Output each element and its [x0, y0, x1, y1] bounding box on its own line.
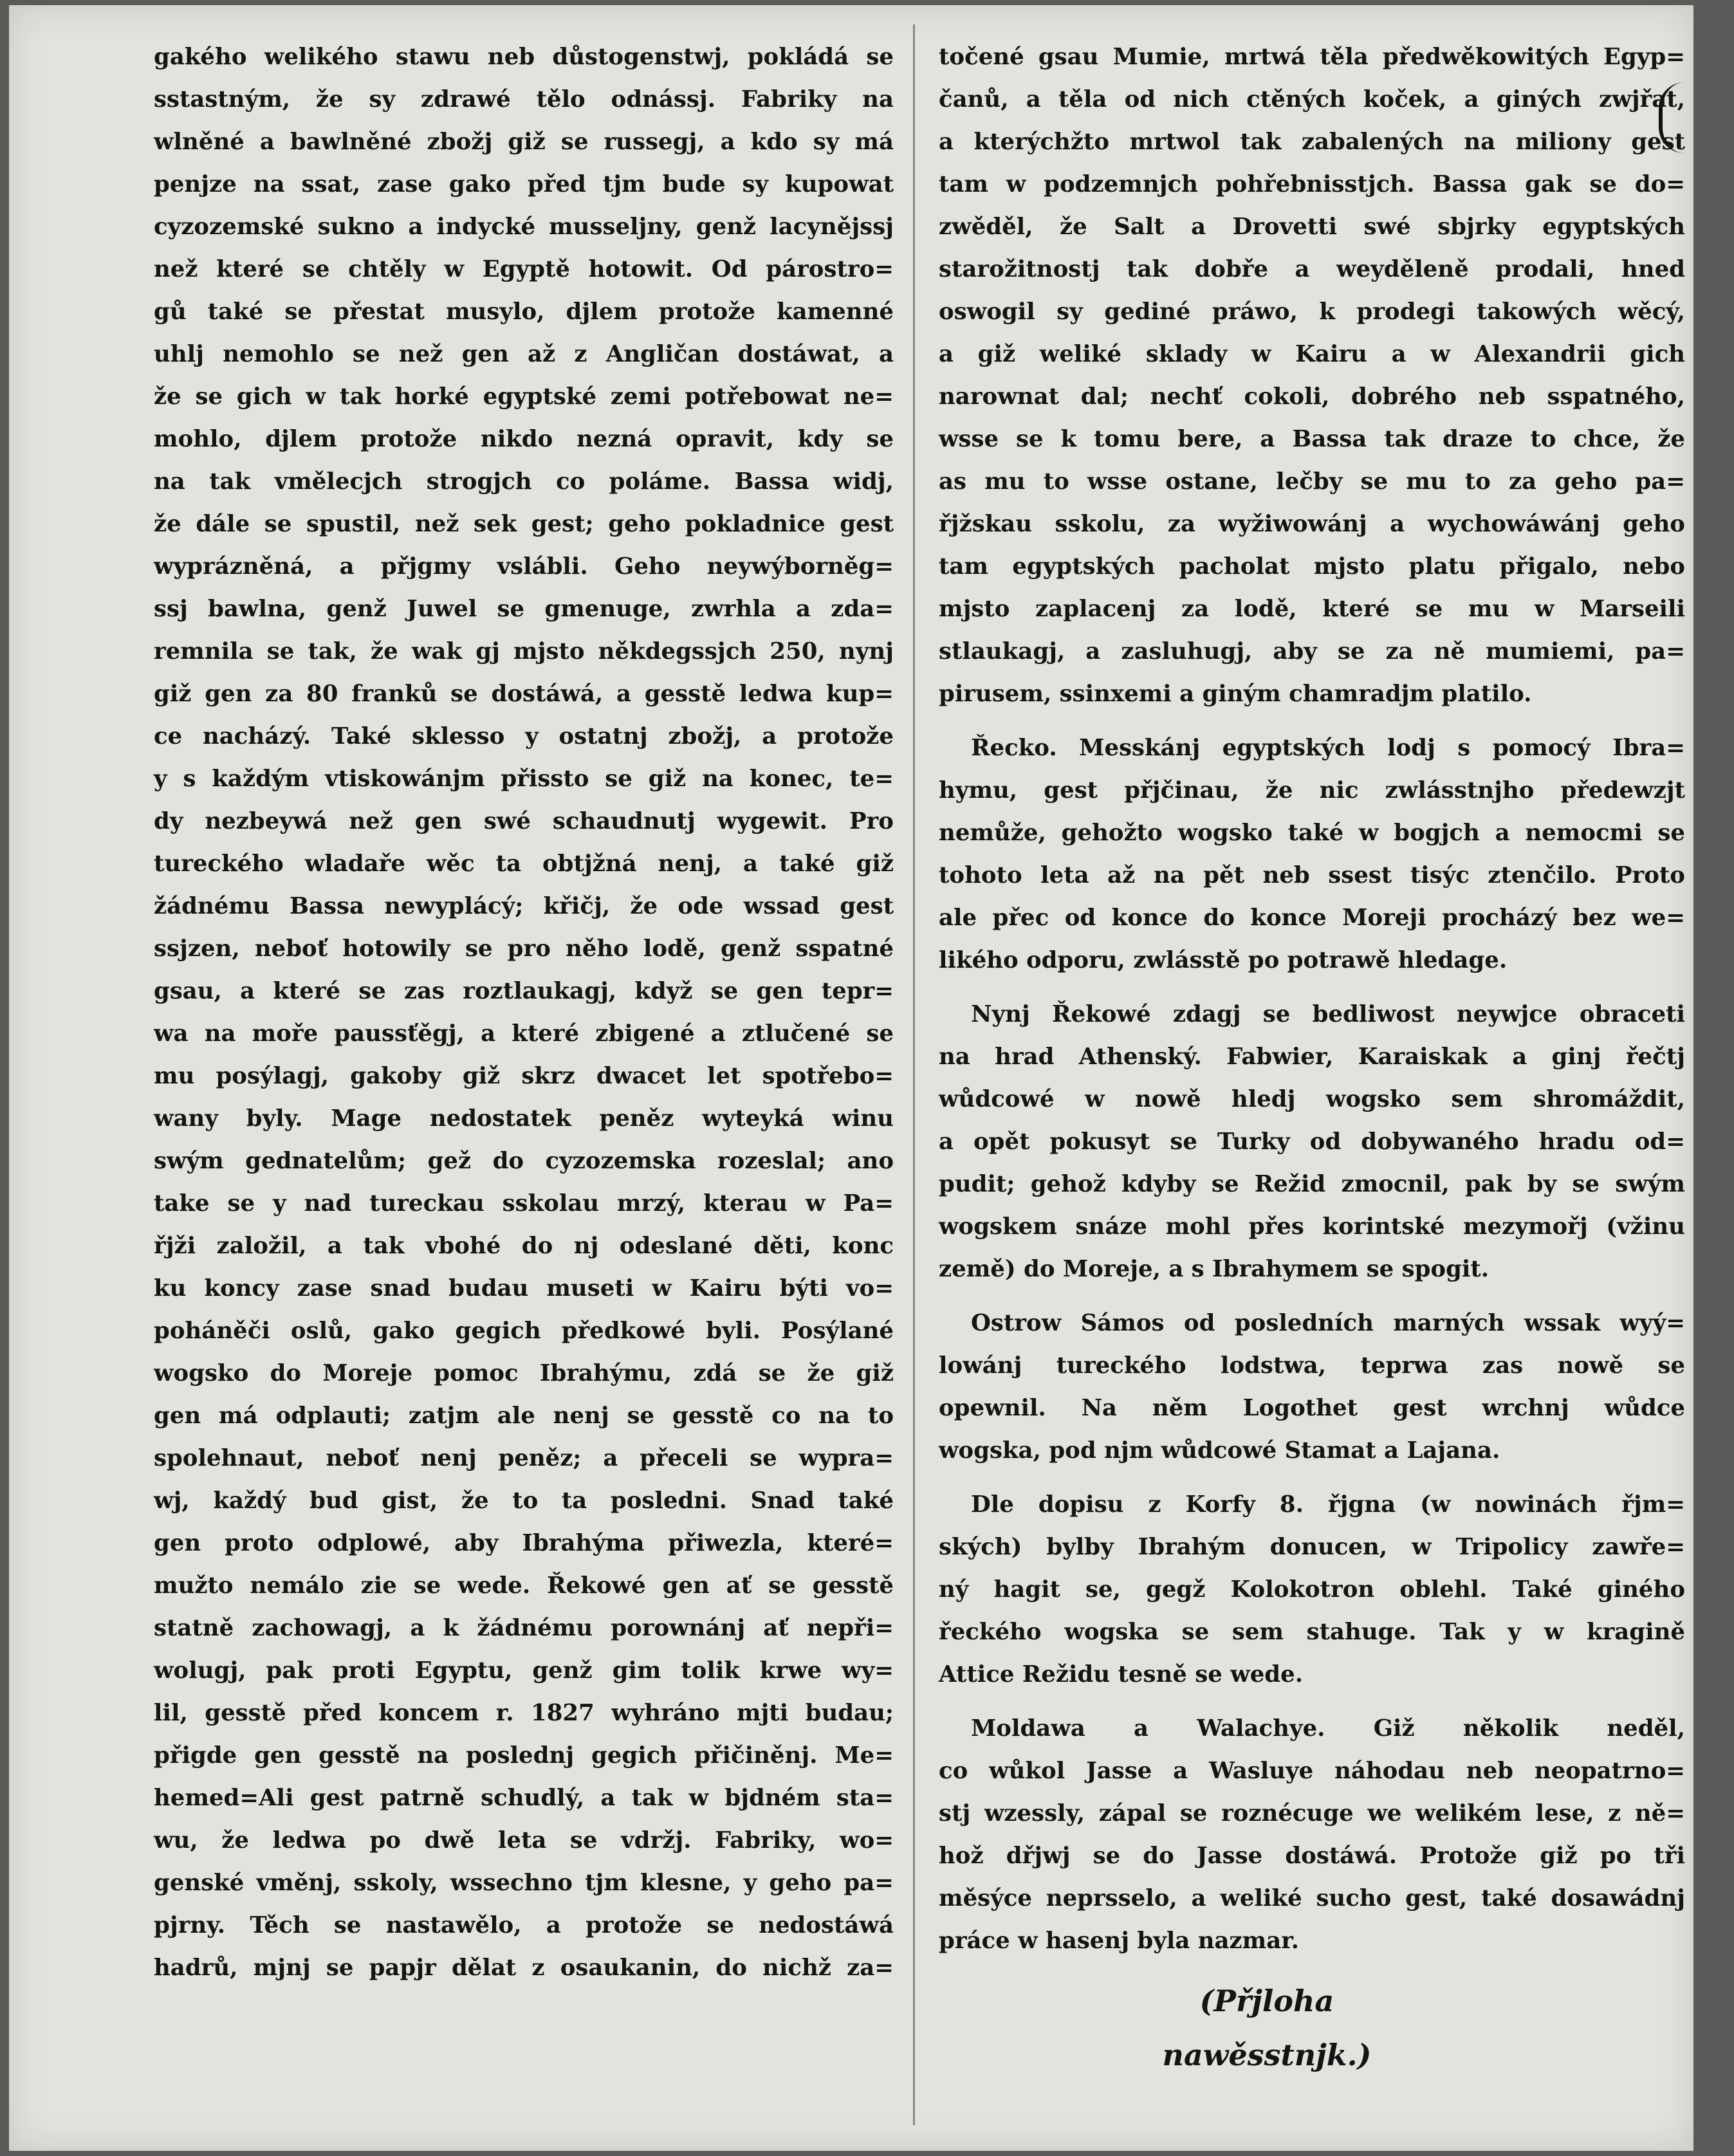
text-line: hymu, gest přjčinau, že nic zwlásstnjho předewzjt [939, 777, 1685, 804]
text-line: točené gsau Mumie, mrtwá těla předwěkowitých Egyp= [939, 44, 1685, 70]
newspaper-page [9, 5, 1693, 2151]
text-line: ských) bylby Ibrahým donucen, w Tripolicy zawře= [939, 1534, 1685, 1560]
text-line: na hrad Athenský. Fabwier, Karaiskak a ginj řečtj [939, 1044, 1685, 1070]
text-line: gakého welikého stawu neb důstogenstwj, pokládá se [154, 44, 894, 70]
text-line: spolehnaut, neboť nenj peněz; a přeceli se wypra= [154, 1445, 894, 1471]
text-line: Nynj Řekowé zdagj se bedliwost neywjce obraceti [971, 1001, 1685, 1027]
text-line: pudit; gehož kdyby se Režid zmocnil, pak by se swým [939, 1171, 1685, 1197]
text-line: žádnému Bassa newyplácý; křičj, že ode wssad gest [154, 893, 894, 919]
text-line: mužto nemálo zie se wede. Řekowé gen ať se gesstě [154, 1572, 894, 1599]
text-line: Moldawa a Walachye. Giž několik neděl, [971, 1715, 1685, 1742]
paragraph-gap [939, 1472, 1685, 1484]
text-line: wj, každý bud gist, že to ta posledni. Snad také [154, 1488, 894, 1514]
text-line: přigde gen gesstě na poslednj gegich přičiněnj. Me= [154, 1742, 894, 1769]
text-line: statně zachowagj, a k žádnému porownánj ať nepři= [154, 1615, 894, 1641]
text-line: narownat dal; nechť cokoli, dobrého neb sspatného, [939, 383, 1685, 410]
text-line: tureckého wladaře wěc ta obtjžná nenj, a také giž [154, 851, 894, 877]
text-line: tohoto leta až na pět neb ssest tisýc ztenčilo. Proto [939, 862, 1685, 889]
text-line: mu posýlagj, gakoby giž skrz dwacet let spotřebo= [154, 1063, 894, 1089]
text-line: řjži založil, a tak vbohé do nj odeslané děti, konc [154, 1233, 894, 1259]
appendix-note: (Přjloha nawěsstnjk.) [1162, 1984, 1372, 2072]
text-line: ssj bawlna, genž Juwel se gmenuge, zwrhla a zda= [154, 596, 894, 622]
paragraph [939, 727, 1685, 982]
text-line: wolugj, pak proti Egyptu, genž gim tolik krwe wy= [154, 1657, 894, 1684]
text-line: oswogil sy gediné práwo, k prodegi takowých wěcý, [939, 299, 1685, 325]
text-line: měsýce neprsselo, a weliké sucho gest, také dosawádnj [939, 1885, 1685, 1912]
text-line: swým gednatelům; gež do cyzozemska rozeslal; ano [154, 1148, 894, 1174]
text-line: ale přec od konce do konce Moreji procházý bez we= [939, 905, 1685, 931]
text-line: ku koncy zase snad budau museti w Kairu býti vo= [154, 1275, 894, 1302]
text-line: lil, gesstě před koncem r. 1827 wyhráno mjti budau; [154, 1700, 894, 1726]
text-line: wogsko do Moreje pomoc Ibrahýmu, zdá se že giž [154, 1360, 894, 1387]
paragraph [939, 36, 1685, 715]
text-line: že se gich w tak horké egyptské zemi potřebowat ne= [154, 383, 894, 410]
text-line: remnila se tak, že wak gj mjsto někdegssjch 250, nynj [154, 638, 894, 665]
text-line: řjžskau sskolu, za wyžiwowánj a wychowáwánj geho [939, 511, 1685, 537]
text-line: wsse se k tomu bere, a Bassa tak draze to chce, že [939, 426, 1685, 452]
paragraph [939, 993, 1685, 1291]
text-line: že dále se spustil, než sek gest; geho pokladnice gest [154, 511, 894, 537]
text-line: a giž weliké sklady w Kairu a w Alexandrii gich [939, 341, 1685, 367]
paragraph-gap [939, 715, 1685, 727]
text-line: gen má odplauti; zatjm ale nenj se gesstě co na to [154, 1403, 894, 1429]
text-line: Dle dopisu z Korfy 8. řjgna (w nowinách řjm= [971, 1491, 1685, 1518]
text-line: tam egyptských pacholat mjsto platu přigalo, nebo [939, 553, 1685, 580]
text-line: stlaukagj, a zasluhugj, aby se za ně mumiemi, pa= [939, 638, 1685, 665]
text-line: likého odporu, zwlásstě po potrawě hledage. [939, 947, 1508, 973]
text-line: řeckého wogska se sem stahuge. Tak y w kragině [939, 1619, 1685, 1645]
text-line: wany byly. Mage nedostatek peněz wyteyká winu [154, 1105, 894, 1132]
text-line: nemůže, gehožto wogsko také w bogjch a nemocmi se [939, 820, 1685, 846]
text-line: gen proto odplowé, aby Ibrahýma přiwezla, které= [154, 1530, 894, 1556]
text-line: tam w podzemnjch pohřebnisstjch. Bassa gak se do= [939, 171, 1685, 198]
text-line: wyprázněná, a přjgmy vslábli. Geho neywýborněg= [154, 553, 894, 580]
text-line: lowánj tureckého lodstwa, teprwa zas nowě se [939, 1352, 1685, 1379]
text-line: zwěděl, že Salt a Drovetti swé sbjrky egyptských [939, 214, 1685, 240]
text-line: gů také se přestat musylo, djlem protože kamenné [154, 299, 894, 325]
text-line: starožitnostj tak dobře a weyděleně prodali, hned [939, 256, 1685, 282]
text-line: penjze na ssat, zase gako před tjm bude sy kupowat [154, 171, 894, 198]
text-line: než které se chtěly w Egyptě hotowit. Od párostro= [154, 256, 894, 282]
text-line: dy nezbeywá než gen swé schaudnutj wygewit. Pro [154, 808, 894, 834]
text-line: pjrny. Těch se nastawělo, a protože se nedostáwá [154, 1912, 894, 1939]
paragraph-gap [939, 982, 1685, 993]
text-line: hemed=Ali gest patrně schudlý, a tak w bjdném sta= [154, 1785, 894, 1811]
text-line: wu, že ledwa po dwě leta se vdržj. Fabriky, wo= [154, 1827, 894, 1854]
text-line: hadrů, mjnj se papjr dělat z osaukanin, do nichž za= [154, 1955, 894, 1981]
text-line: opewnil. Na něm Logothet gest wrchnj wůdce [939, 1395, 1685, 1421]
text-line: Ostrow Sámos od posledních marných wssak wyý= [971, 1310, 1685, 1336]
text-line: Attice Režidu tesně se wede. [939, 1661, 1304, 1688]
text-line: na tak vmělecjch strogjch co poláme. Bassa widj, [154, 468, 894, 495]
text-line: mjsto zaplacenj za lodě, které se mu w Marseili [939, 596, 1685, 622]
text-line: pirusem, ssinxemi a giným chamradjm platilo. [939, 681, 1532, 707]
paragraph [939, 1708, 1685, 1962]
paragraph-gap [939, 1696, 1685, 1708]
text-line: země) do Moreje, a s Ibrahymem se spogit. [939, 1256, 1490, 1282]
text-line: wůdcowé w nowě hledj wogsko sem shromáždit, [939, 1086, 1685, 1112]
text-line: wlněné a bawlněné zbožj giž se russegj, a kdo sy má [154, 129, 894, 155]
text-line: a kterýchžto mrtwol tak zabalených na miliony gest [939, 129, 1685, 155]
text-line: a opět pokusyt se Turky od dobywaného hradu od= [939, 1129, 1685, 1155]
paragraph [939, 1302, 1685, 1472]
text-line: poháněči oslů, gako gegich předkowé byli. Posýlané [154, 1318, 894, 1344]
text-line: wa na moře paussťěgj, a které zbigené a ztlučené se [154, 1020, 894, 1047]
text-line: as mu to wsse ostane, lečby se mu to za geho pa= [939, 468, 1685, 495]
text-line: take se y nad tureckau sskolau mrzý, kterau w Pa= [154, 1190, 894, 1217]
text-line: ný hagit se, gegž Kolokotron oblehl. Také giného [939, 1576, 1685, 1603]
text-line: Řecko. Messkánj egyptských lodj s pomocý Ibra= [971, 735, 1685, 761]
text-line: hož dřjwj se do Jasse dostáwá. Protože giž po tři [939, 1843, 1685, 1869]
left-column [154, 36, 894, 1989]
text-line: sstastným, že sy zdrawé tělo odnássj. Fabriky na [154, 86, 894, 113]
text-line: gsau, a které se zas roztlaukagj, když se gen tepr= [154, 978, 894, 1004]
paragraph [939, 1484, 1685, 1696]
text-line: ssjzen, neboť hotowily se pro něho lodě, genž sspatné [154, 935, 894, 962]
text-line: čanů, a těla od nich ctěných koček, a giných zwjřat, [939, 86, 1685, 113]
text-line: wogska, pod njm wůdcowé Stamat a Lajana. [939, 1437, 1500, 1464]
column-divider [913, 24, 915, 2125]
paragraph-gap [939, 1291, 1685, 1302]
paragraph-gap [939, 1962, 1685, 1974]
text-line: giž gen za 80 franků se dostáwá, a gesstě ledwa kup= [154, 681, 894, 707]
text-line: cyzozemské sukno a indycké musseljny, genž lacynějssj [154, 214, 894, 240]
text-line: co wůkol Jasse a Wasluye náhodau neb neopatrno= [939, 1758, 1685, 1784]
text-line: genské vměnj, sskoly, wssechno tjm klesne, y geho pa= [154, 1870, 894, 1896]
text-line: wogskem snáze mohl přes korintské mezymořj (vžinu [939, 1213, 1685, 1240]
text-line: práce w hasenj byla nazmar. [939, 1928, 1300, 1954]
right-column [939, 36, 1685, 2082]
text-line: stj wzessly, zápal se roznécuge we welikém lese, z ně= [939, 1800, 1685, 1827]
text-line: y s každým vtiskowánjm přissto se giž na konec, te= [154, 766, 894, 792]
text-line: mohlo, djlem protože nikdo nezná opravit, kdy se [154, 426, 894, 452]
text-line: ce nacházý. Také sklesso y ostatnj zbožj, a protože [154, 723, 894, 750]
text-line: uhlj nemohlo se než gen až z Angličan dostáwat, a [154, 341, 894, 367]
